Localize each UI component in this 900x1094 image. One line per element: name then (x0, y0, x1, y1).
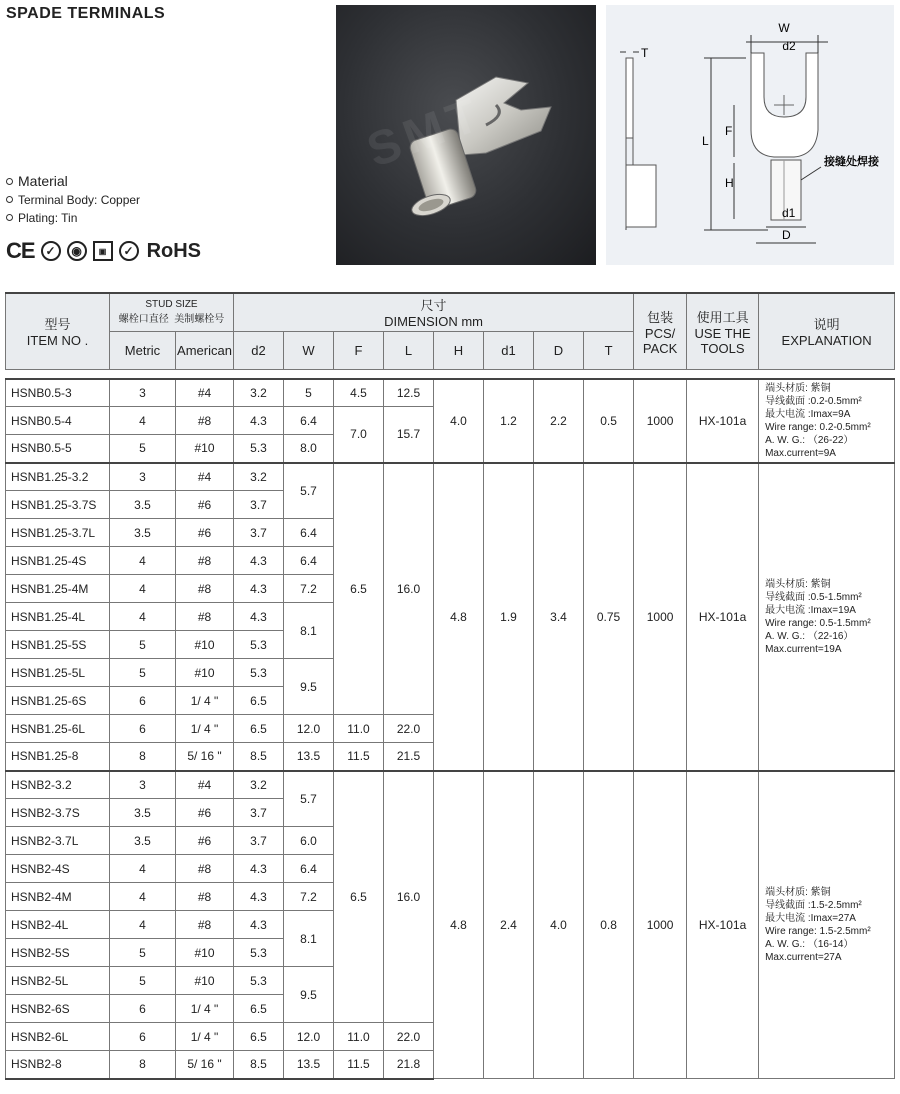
material-plating-text: Plating: Tin (18, 211, 78, 225)
explanation-line: 导线截面 :0.5-1.5mm² (765, 591, 862, 603)
table-cell: 12.0 (284, 715, 334, 743)
label-L: L (702, 134, 709, 148)
table-cell: 9.5 (284, 659, 334, 715)
explanation-line: 最大电流 :Imax=9A (765, 408, 851, 420)
table-row (6, 771, 895, 799)
explanation-line: A. W. G.: （26-22） (765, 434, 854, 446)
header-tools (687, 293, 759, 369)
table-cell: #8 (176, 575, 234, 603)
explanation-line: Wire range: 0.5-1.5mm² (765, 617, 871, 629)
table-cell: 5/ 16 " (176, 743, 234, 771)
table-cell: 4 (110, 855, 176, 883)
label-D: D (782, 228, 791, 242)
table-cell: #8 (176, 603, 234, 631)
table-cell: 4 (110, 603, 176, 631)
header-pack-cn: 包装 (647, 309, 674, 325)
table-cell: 5 (110, 967, 176, 995)
table-cell: #6 (176, 799, 234, 827)
table-cell: 4 (110, 407, 176, 435)
table-cell: #6 (176, 827, 234, 855)
table-cell: 5.3 (234, 435, 284, 463)
table-cell: 21.5 (384, 743, 434, 771)
header-item (6, 293, 110, 369)
table-cell: #10 (176, 939, 234, 967)
table-row (6, 463, 895, 491)
table-cell: HX-101a (687, 771, 759, 1079)
explanation-line: Max.current=27A (765, 951, 842, 963)
table-cell: 1/ 4 " (176, 715, 234, 743)
table-cell: 4.3 (234, 855, 284, 883)
table-cell: 5 (110, 631, 176, 659)
table-cell: 5 (284, 379, 334, 407)
explanation-line: 最大电流 :Imax=19A (765, 604, 856, 616)
table-cell: 6.4 (284, 855, 334, 883)
table-cell: 4 (110, 911, 176, 939)
table-cell: 7.2 (284, 883, 334, 911)
table-cell: 5.3 (234, 659, 284, 687)
table-cell: 8.0 (284, 435, 334, 463)
table-cell: #8 (176, 407, 234, 435)
table-cell: HSNB1.25-5S (6, 631, 110, 659)
label-d2: d2 (782, 39, 796, 53)
table-cell: 6.4 (284, 519, 334, 547)
table-cell: 3.5 (110, 799, 176, 827)
table-cell: 4.0 (534, 771, 584, 1079)
table-cell: HSNB1.25-4M (6, 575, 110, 603)
header-F: F (334, 331, 384, 369)
spec-table (5, 292, 895, 1080)
header-stud-size (110, 293, 234, 331)
table-cell: 9.5 (284, 967, 334, 1023)
table-cell: #4 (176, 771, 234, 799)
dimension-drawing (606, 5, 894, 265)
table-cell: 6.5 (334, 771, 384, 1023)
header-dimension-en: DIMENSION mm (384, 314, 484, 330)
header-dimension (234, 293, 634, 331)
table-cell: 1000 (634, 463, 687, 771)
table-cell: HSNB2-6S (6, 995, 110, 1023)
explanation-line: 导线截面 :0.2-0.5mm² (765, 395, 862, 407)
table-cell: 8.1 (284, 603, 334, 659)
table-cell: 3.2 (234, 463, 284, 491)
table-cell: 0.75 (584, 463, 634, 771)
table-cell: 3.5 (110, 827, 176, 855)
table-cell: 11.5 (334, 1051, 384, 1079)
table-cell: 4.5 (334, 379, 384, 407)
table-cell: HSNB1.25-4S (6, 547, 110, 575)
table-cell: 13.5 (284, 1051, 334, 1079)
label-d1: d1 (782, 206, 796, 220)
table-cell: #8 (176, 911, 234, 939)
table-cell: 6.5 (234, 715, 284, 743)
quality-cert-icon: ▣ (93, 241, 113, 261)
table-cell: HSNB1.25-3.7L (6, 519, 110, 547)
table-cell: HSNB2-4S (6, 855, 110, 883)
material-heading-text: Material (18, 173, 68, 189)
explanation-line: 端头材质: 紫铜 (765, 382, 831, 394)
header-dimension-cn: 尺寸 (420, 298, 447, 314)
table-cell: 5.3 (234, 967, 284, 995)
table-cell: #8 (176, 855, 234, 883)
explanation-cell (759, 463, 895, 771)
explanation-cell (759, 771, 895, 1079)
header-explanation-en: EXPLANATION (781, 333, 872, 349)
table-cell: 5.3 (234, 939, 284, 967)
table-cell: HSNB2-4M (6, 883, 110, 911)
table-cell: 4.3 (234, 911, 284, 939)
table-cell: 4.3 (234, 603, 284, 631)
table-cell: HX-101a (687, 379, 759, 463)
dimension-drawing-svg (606, 5, 894, 265)
table-cell: HSNB2-5S (6, 939, 110, 967)
label-T: T (641, 46, 649, 60)
table-cell: #10 (176, 967, 234, 995)
table-cell: HSNB1.25-3.7S (6, 491, 110, 519)
label-H: H (725, 176, 734, 190)
table-cell: 8 (110, 743, 176, 771)
table-cell: 4.0 (434, 379, 484, 463)
table-cell: 3 (110, 771, 176, 799)
table-cell: 5/ 16 " (176, 1051, 234, 1079)
table-cell: 6 (110, 995, 176, 1023)
table-cell: 5 (110, 435, 176, 463)
table-cell: 0.8 (584, 771, 634, 1079)
header-explanation-cn: 说明 (813, 317, 840, 333)
header-W: W (284, 331, 334, 369)
table-cell: HSNB2-5L (6, 967, 110, 995)
header-american: American (176, 331, 234, 369)
table-cell: 5 (110, 939, 176, 967)
product-photo (336, 5, 596, 265)
spec-table-body (6, 379, 895, 1079)
table-cell: 5.7 (284, 463, 334, 519)
table-cell: HSNB0.5-5 (6, 435, 110, 463)
table-cell: 5.3 (234, 631, 284, 659)
table-cell: 3 (110, 379, 176, 407)
table-cell: 12.5 (384, 379, 434, 407)
header-tools-en1: USE THE (694, 325, 751, 341)
table-cell: #10 (176, 435, 234, 463)
header-stud-american-cn: 美制螺栓号 (174, 314, 225, 326)
table-cell: 1000 (634, 379, 687, 463)
table-cell: 13.5 (284, 743, 334, 771)
table-cell: 4.3 (234, 575, 284, 603)
table-cell: 6.5 (234, 687, 284, 715)
table-cell: #4 (176, 379, 234, 407)
table-cell: 6.4 (284, 547, 334, 575)
table-cell: 3.4 (534, 463, 584, 771)
table-cell: 1000 (634, 771, 687, 1079)
header-H: H (434, 331, 484, 369)
table-cell: HSNB1.25-6L (6, 715, 110, 743)
explanation-line: Wire range: 1.5-2.5mm² (765, 925, 871, 937)
cqc-mark-icon: ◉ (67, 241, 87, 261)
table-cell: 4.3 (234, 547, 284, 575)
table-cell: 3.2 (234, 771, 284, 799)
ccc-check-icon: ✓ (41, 241, 61, 261)
table-cell: 5.7 (284, 771, 334, 827)
explanation-line: 端头材质: 紫铜 (765, 886, 831, 898)
table-cell: 3.7 (234, 827, 284, 855)
table-cell: 21.8 (384, 1051, 434, 1079)
table-cell: #4 (176, 463, 234, 491)
material-line (6, 211, 77, 225)
table-cell: 7.2 (284, 575, 334, 603)
table-cell: 6 (110, 1023, 176, 1051)
table-cell: 6.5 (234, 995, 284, 1023)
table-cell: 3.5 (110, 491, 176, 519)
table-cell: HSNB1.25-8 (6, 743, 110, 771)
table-cell: 1.2 (484, 379, 534, 463)
ce-mark-icon: CE (6, 238, 35, 263)
rohs-mark: RoHS (146, 239, 202, 262)
bullet-icon (6, 196, 13, 203)
table-cell: HSNB1.25-6S (6, 687, 110, 715)
table-cell: 15.7 (384, 407, 434, 463)
material-body-text: Terminal Body: Copper (18, 193, 141, 207)
table-cell: 1/ 4 " (176, 1023, 234, 1051)
table-cell: 8.1 (284, 911, 334, 967)
table-cell: HSNB0.5-4 (6, 407, 110, 435)
explanation-line: A. W. G.: （16-14） (765, 938, 854, 950)
table-cell: 6.5 (234, 1023, 284, 1051)
header-L: L (384, 331, 434, 369)
bullet-icon (6, 178, 13, 185)
table-cell: 12.0 (284, 1023, 334, 1051)
table-cell: 1/ 4 " (176, 995, 234, 1023)
table-cell: #8 (176, 883, 234, 911)
table-cell: #10 (176, 631, 234, 659)
table-cell: 22.0 (384, 1023, 434, 1051)
table-cell: HX-101a (687, 463, 759, 771)
header-stud-size-text: STUD SIZE (145, 299, 198, 311)
header-explanation (759, 293, 895, 369)
header-item-en: ITEM NO . (26, 333, 89, 349)
table-cell: HSNB1.25-3.2 (6, 463, 110, 491)
table-cell: HSNB0.5-3 (6, 379, 110, 407)
table-cell: 6 (110, 687, 176, 715)
header-tools-cn: 使用工具 (696, 309, 749, 325)
table-cell: 3.7 (234, 491, 284, 519)
table-cell: 3.2 (234, 379, 284, 407)
header-d2: d2 (234, 331, 284, 369)
table-cell: 4 (110, 883, 176, 911)
table-cell: 7.0 (334, 407, 384, 463)
table-cell: 3.5 (110, 519, 176, 547)
table-cell: 8 (110, 1051, 176, 1079)
header-d1: d1 (484, 331, 534, 369)
table-cell: 16.0 (384, 771, 434, 1023)
explanation-line: Max.current=9A (765, 447, 836, 459)
table-cell: 11.0 (334, 1023, 384, 1051)
table-cell: 4 (110, 547, 176, 575)
table-cell: 0.5 (584, 379, 634, 463)
table-cell: 22.0 (384, 715, 434, 743)
table-cell: #6 (176, 519, 234, 547)
table-cell: 4.3 (234, 407, 284, 435)
table-cell: 8.5 (234, 1051, 284, 1079)
explanation-line: Max.current=19A (765, 643, 842, 655)
table-cell: HSNB2-6L (6, 1023, 110, 1051)
table-cell: #6 (176, 491, 234, 519)
bullet-icon (6, 214, 13, 221)
material-heading (6, 173, 68, 189)
header-item-cn: 型号 (44, 317, 71, 333)
label-F: F (725, 124, 733, 138)
table-cell: 11.0 (334, 715, 384, 743)
table-cell: HSNB1.25-5L (6, 659, 110, 687)
table-cell: 4.8 (434, 463, 484, 771)
label-weld: 接缝处焊接 (824, 156, 879, 168)
table-cell: 8.5 (234, 743, 284, 771)
explanation-line: 最大电流 :Imax=27A (765, 912, 856, 924)
header-stud-metric-cn: 螺栓口直径 (118, 314, 169, 326)
table-cell: 6.4 (284, 407, 334, 435)
header-metric: Metric (110, 331, 176, 369)
label-W: W (778, 21, 790, 35)
table-cell: HSNB1.25-4L (6, 603, 110, 631)
table-cell: 3.7 (234, 799, 284, 827)
table-cell: 4.8 (434, 771, 484, 1079)
table-row (6, 379, 895, 407)
table-cell: 6.5 (334, 463, 384, 715)
explanation-line: 端头材质: 紫铜 (765, 578, 831, 590)
explanation-line: Wire range: 0.2-0.5mm² (765, 421, 871, 433)
header-D: D (534, 331, 584, 369)
page-title: SPADE TERMINALS (6, 5, 166, 22)
photo-watermark: SMT (360, 87, 491, 178)
material-line (6, 193, 140, 207)
table-cell: 4 (110, 575, 176, 603)
table-cell: 11.5 (334, 743, 384, 771)
table-cell: 6 (110, 715, 176, 743)
table-cell: 3 (110, 463, 176, 491)
table-cell: #8 (176, 547, 234, 575)
header-pack-en1: PCS/ (644, 325, 676, 341)
table-cell: 5 (110, 659, 176, 687)
explanation-cell (759, 379, 895, 463)
table-cell: 1/ 4 " (176, 687, 234, 715)
explanation-line: 导线截面 :1.5-2.5mm² (765, 899, 862, 911)
table-cell: HSNB2-3.2 (6, 771, 110, 799)
table-cell: 3.7 (234, 519, 284, 547)
certification-logos (6, 238, 201, 264)
table-cell: 6.0 (284, 827, 334, 855)
table-cell: 4.3 (234, 883, 284, 911)
explanation-line: A. W. G.: （22-16） (765, 630, 854, 642)
table-cell: HSNB2-3.7L (6, 827, 110, 855)
table-cell: #10 (176, 659, 234, 687)
header-pack (634, 293, 687, 369)
table-cell: HSNB2-4L (6, 911, 110, 939)
sgs-check-icon: ✓ (119, 241, 139, 261)
table-cell: HSNB2-3.7S (6, 799, 110, 827)
table-cell: 16.0 (384, 463, 434, 715)
header-tools-en2: TOOLS (700, 340, 745, 356)
table-cell: 2.4 (484, 771, 534, 1079)
table-cell: 1.9 (484, 463, 534, 771)
table-cell: HSNB2-8 (6, 1051, 110, 1079)
header-T: T (584, 331, 634, 369)
header-pack-en2: PACK (642, 340, 678, 356)
table-cell: 2.2 (534, 379, 584, 463)
